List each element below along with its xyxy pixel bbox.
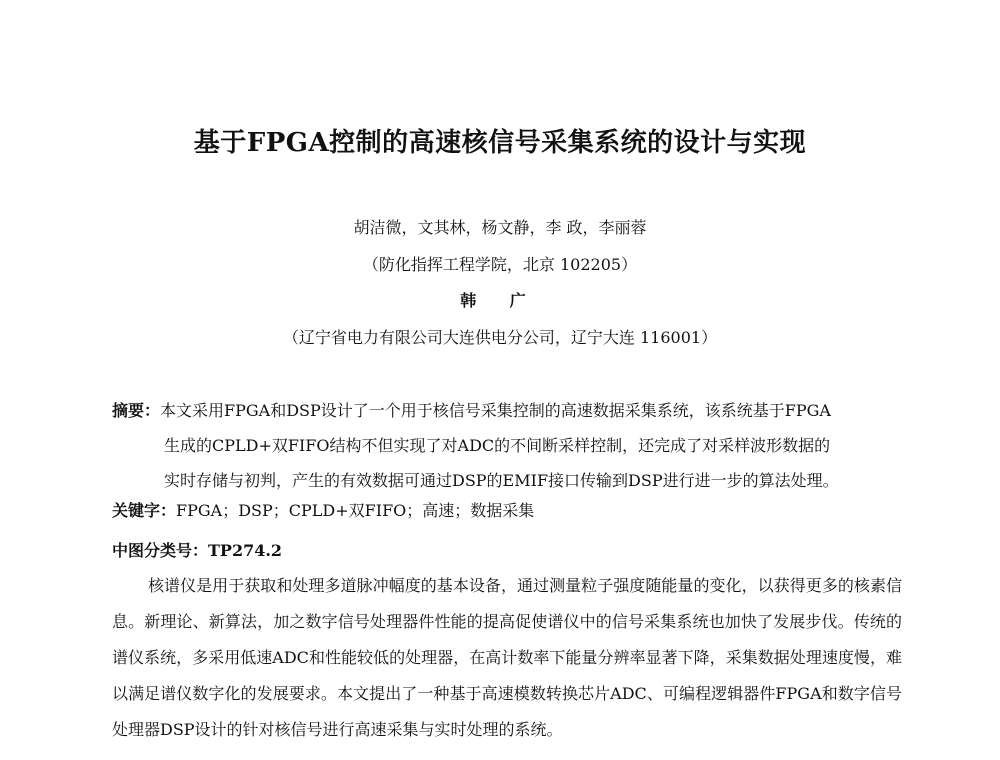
author-list-2: 韩 广 xyxy=(460,291,540,310)
classification-number xyxy=(112,538,282,561)
clc-label: 中图分类号： xyxy=(112,541,209,560)
abstract-label: 摘要： xyxy=(112,401,161,420)
abstract-line-2: 生成的CPLD+双FIFO结构不但实现了对ADC的不间断采样控制，还完成了对采样波形数据的 xyxy=(164,436,831,455)
abstract xyxy=(112,393,902,498)
affiliation-1: （防化指挥工程学院，北京 102205） xyxy=(362,255,638,274)
affiliation-2: （辽宁省电力有限公司大连供电分公司，辽宁大连 116001） xyxy=(282,328,718,347)
keywords-value: FPGA；DSP；CPLD+双FIFO；高速；数据采集 xyxy=(176,501,535,520)
keywords xyxy=(112,498,534,521)
clc-value: TP274.2 xyxy=(208,541,283,560)
body-text xyxy=(112,568,902,748)
keywords-label: 关键字： xyxy=(112,501,177,520)
abstract-line-1: 本文采用FPGA和DSP设计了一个用于核信号采集控制的高速数据采集系统，该系统基于FPGA xyxy=(160,401,831,420)
author-list-1: 胡洁微，文其林，杨文静，李 政，李丽蓉 xyxy=(353,218,647,237)
body-paragraph: 核谱仪是用于获取和处理多道脉冲幅度的基本设备，通过测量粒子强度随能量的变化，以获得更多的核素信息。新理论、新算法，加之数字信号处理器件性能的提高促使谱仪中的信号采集系统也加快了发展步伐。传统的谱仪系统，多采用低速ADC和性能较低的处理器，在高计数率下能量分辨率显著下降，采集数据处理速度慢，难以满足谱仪数字化的发展要求。本文提出了一种基于高速模数转换芯片ADC、可编程逻辑器件FPGA和数字信号处理器DSP设计的针对核信号进行高速采集与实时处理的系统。 xyxy=(112,576,902,739)
paper-title: 基于FPGA控制的高速核信号采集系统的设计与实现 xyxy=(193,128,807,158)
abstract-line-3: 实时存储与初判，产生的有效数据可通过DSP的EMIF接口传输到DSP进行进一步的算法处理。 xyxy=(164,471,839,490)
